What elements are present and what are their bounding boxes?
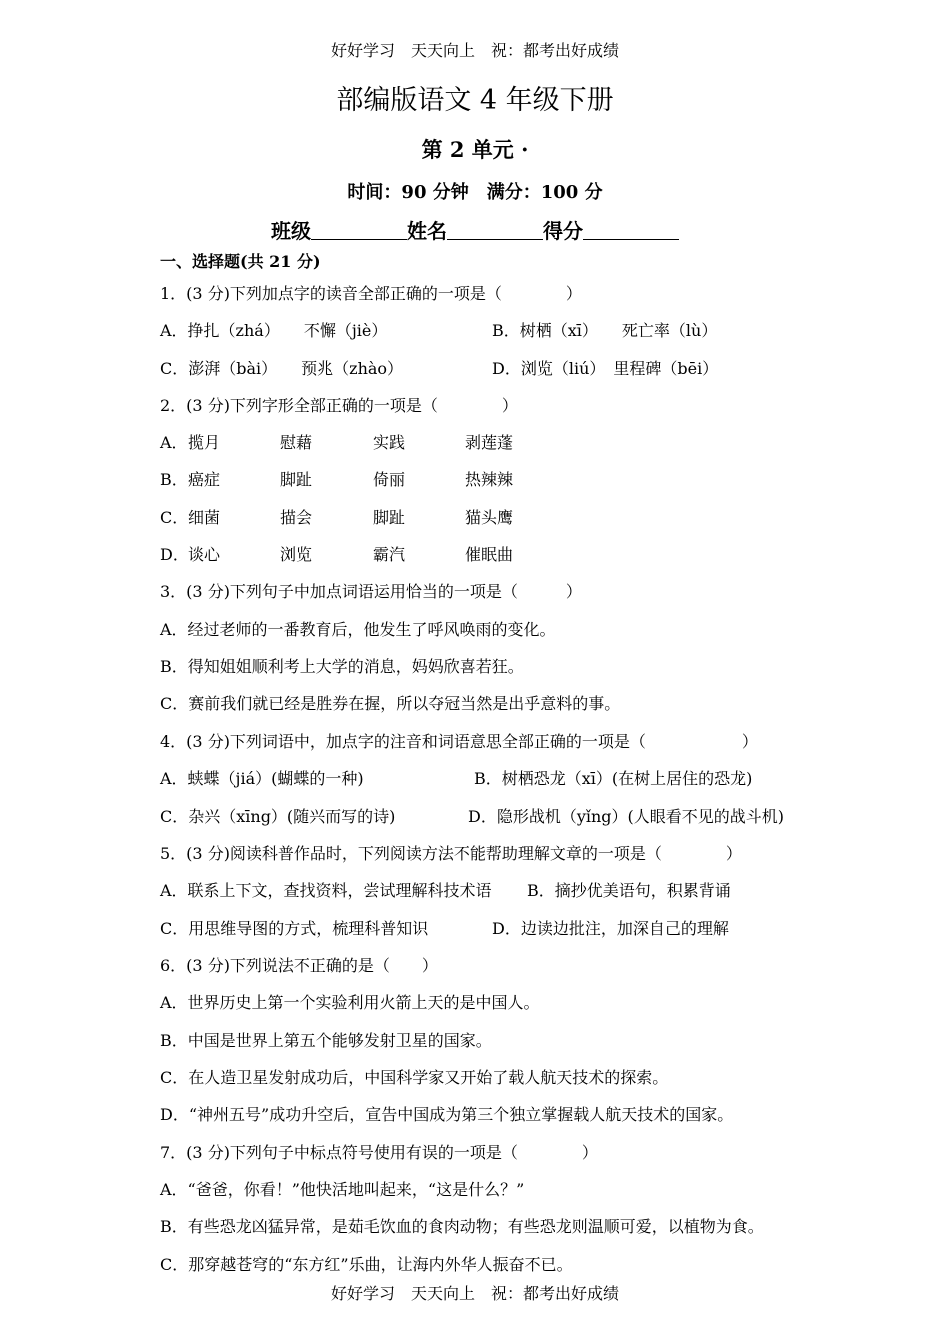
question-1-stem: 1．(3 分)下列加点字的读音全部正确的一项是（ ）	[160, 284, 582, 303]
question-4-option-a: A．蛱蝶（jiá）(蝴蝶的一种)	[160, 769, 364, 788]
question-6-option-d: D．“神州五号”成功升空后，宣告中国成为第三个独立掌握载人航天技术的国家。	[160, 1105, 734, 1124]
question-3-option-c: C．赛前我们就已经是胜券在握，所以夺冠当然是出乎意料的事。	[160, 694, 621, 713]
score-label: 得分	[543, 219, 583, 243]
question-1-option-c: C．澎湃（bài） 预兆（zhào）	[160, 359, 404, 378]
question-5-option-d: D．边读边批注，加深自己的理解	[492, 919, 729, 938]
word: 脚趾	[373, 508, 406, 527]
word: 倚丽	[373, 470, 406, 489]
unit-subtitle: 第 2 单元 ·	[421, 137, 529, 162]
word: 慰藉	[280, 433, 313, 452]
question-6-option-a: A．世界历史上第一个实验利用火箭上天的是中国人。	[160, 993, 540, 1012]
option-label: C．	[160, 508, 189, 527]
question-7-stem: 7．(3 分)下列句子中标点符号使用有误的一项是（ ）	[160, 1143, 598, 1162]
question-4-option-b: B．树栖恐龙（xī）(在树上居住的恐龙)	[474, 769, 753, 788]
page-header: 好好学习 天天向上 祝：都考出好成绩	[330, 41, 619, 60]
word: 脚趾	[280, 470, 313, 489]
option-label: B．	[160, 470, 188, 489]
time-score-line: 时间：90 分钟 满分：100 分	[347, 182, 603, 203]
page-footer: 好好学习 天天向上 祝：都考出好成绩	[330, 1284, 619, 1303]
question-4-stem: 4．(3 分)下列词语中，加点字的注音和词语意思全部正确的一项是（ ）	[160, 732, 758, 751]
word: 浏览	[280, 545, 313, 564]
option-label: A．	[160, 433, 188, 452]
question-2-option-b	[160, 467, 188, 490]
question-4-option-d: D．隐形战机（yǐng）(人眼看不见的战斗机)	[468, 807, 785, 826]
name-blank	[447, 219, 543, 240]
question-2-stem: 2．(3 分)下列字形全部正确的一项是（ ）	[160, 396, 518, 415]
section-heading: 一、选择题(共 21 分)	[160, 252, 321, 271]
option-label: D．	[160, 545, 189, 564]
question-5-option-b: B．摘抄优美语句，积累背诵	[527, 881, 731, 900]
word: 细菌	[188, 508, 221, 527]
question-7-option-a: A．“爸爸，你看！”他快活地叫起来，“这是什么？”	[160, 1180, 525, 1199]
word: 谈心	[188, 545, 221, 564]
word: 猫头鹰	[465, 508, 514, 527]
question-6-option-c: C．在人造卫星发射成功后，中国科学家又开始了载人航天技术的探索。	[160, 1068, 669, 1087]
question-1-option-d: D．浏览（liú） 里程碑（bēi）	[492, 359, 719, 378]
word: 揽月	[188, 433, 221, 452]
question-2-option-d	[160, 542, 189, 565]
class-blank	[311, 219, 407, 240]
page-title: 部编版语文 4 年级下册	[336, 85, 614, 116]
word: 描会	[280, 508, 313, 527]
question-3-option-a: A．经过老师的一番教育后，他发生了呼风唤雨的变化。	[160, 620, 556, 639]
word: 实践	[373, 433, 406, 452]
question-6-stem: 6．(3 分)下列说法不正确的是（ ）	[160, 956, 438, 975]
question-7-option-c: C．那穿越苍穹的“东方红”乐曲，让海内外华人振奋不已。	[160, 1255, 573, 1274]
word: 催眠曲	[465, 545, 514, 564]
score-blank	[583, 219, 679, 240]
word: 霸汽	[373, 545, 406, 564]
name-label: 姓名	[407, 219, 447, 243]
question-4-option-c: C．杂兴（xīng）(随兴而写的诗)	[160, 807, 396, 826]
word: 癌症	[188, 470, 221, 489]
question-2-option-a	[160, 430, 188, 453]
word: 剥莲蓬	[465, 433, 514, 452]
question-6-option-b: B．中国是世界上第五个能够发射卫星的国家。	[160, 1031, 492, 1050]
question-5-option-a: A．联系上下文，查找资料，尝试理解科技术语	[160, 881, 492, 900]
question-7-option-b: B．有些恐龙凶猛异常，是茹毛饮血的食肉动物；有些恐龙则温顺可爱，以植物为食。	[160, 1217, 764, 1236]
question-5-option-c: C．用思维导图的方式，梳理科普知识	[160, 919, 429, 938]
student-info-line	[0, 215, 950, 244]
question-5-stem: 5．(3 分)阅读科普作品时，下列阅读方法不能帮助理解文章的一项是（ ）	[160, 844, 742, 863]
class-label: 班级	[271, 219, 311, 243]
question-3-option-b: B．得知姐姐顺利考上大学的消息，妈妈欣喜若狂。	[160, 657, 524, 676]
question-1-option-b: B．树栖（xī） 死亡率（lù）	[492, 321, 718, 340]
question-1-option-a: A．挣扎（zhá） 不懈（jiè）	[160, 321, 388, 340]
word: 热辣辣	[465, 470, 514, 489]
question-3-stem: 3．(3 分)下列句子中加点词语运用恰当的一项是（ ）	[160, 582, 582, 601]
question-2-option-c	[160, 505, 188, 528]
